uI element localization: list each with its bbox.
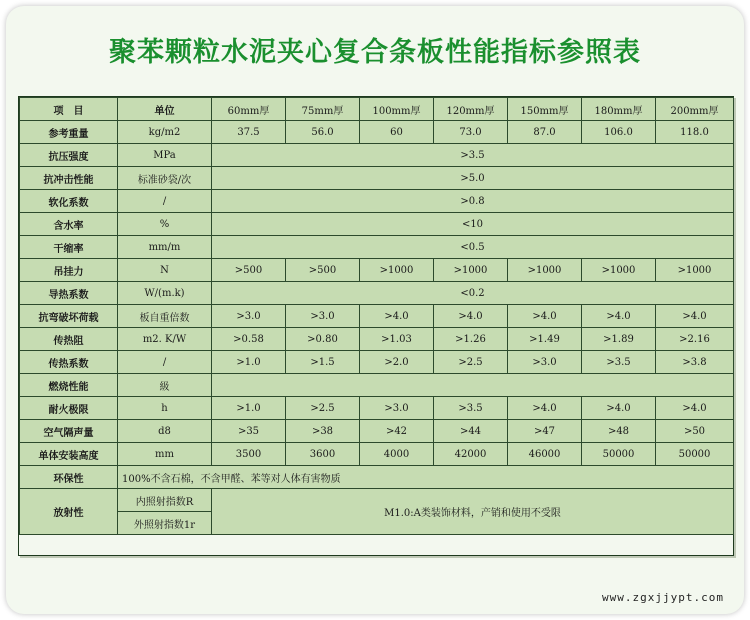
value-cell: >500: [212, 259, 286, 282]
row-unit: d8: [118, 420, 212, 443]
row-unit: m2. K/W: [118, 328, 212, 351]
page-title: 聚苯颗粒水泥夹心复合条板性能指标参照表: [109, 37, 641, 68]
value-cell: >2.5: [286, 397, 360, 420]
span-value-cell: <0.2: [212, 282, 734, 305]
span-value-cell: >0.8: [212, 190, 734, 213]
value-cell: 60: [360, 121, 434, 144]
value-cell: 56.0: [286, 121, 360, 144]
value-cell: >3.0: [286, 305, 360, 328]
table-row-radiation: [20, 489, 734, 512]
table-row-environment: [20, 466, 734, 489]
row-unit: 板自重倍数: [118, 305, 212, 328]
site-watermark: www.zgxjjypt.com: [602, 591, 724, 604]
value-cell: >500: [286, 259, 360, 282]
value-cell: >3.0: [508, 351, 582, 374]
value-cell: >4.0: [582, 305, 656, 328]
value-cell: >38: [286, 420, 360, 443]
row-unit: 标准砂袋/次: [118, 167, 212, 190]
header-cell: 150mm厚: [508, 98, 582, 121]
row-unit: /: [118, 351, 212, 374]
value-cell: >0.80: [286, 328, 360, 351]
value-cell: >1.26: [434, 328, 508, 351]
value-cell: >1000: [656, 259, 734, 282]
row-item-label: 干缩率: [20, 236, 118, 259]
value-cell: >4.0: [508, 397, 582, 420]
value-cell: >2.0: [360, 351, 434, 374]
value-cell: 46000: [508, 443, 582, 466]
row-item-label: 抗冲击性能: [20, 167, 118, 190]
row-item-label: 单体安装高度: [20, 443, 118, 466]
row-unit: %: [118, 213, 212, 236]
table-header-row: [20, 98, 734, 121]
table-row: [20, 305, 734, 328]
value-cell: 4000: [360, 443, 434, 466]
row-unit: N: [118, 259, 212, 282]
value-cell: >4.0: [582, 397, 656, 420]
table-row: [20, 328, 734, 351]
value-cell: >4.0: [656, 305, 734, 328]
value-cell: >4.0: [656, 397, 734, 420]
value-cell: >3.0: [360, 397, 434, 420]
header-cell: 120mm厚: [434, 98, 508, 121]
table-row: [20, 282, 734, 305]
value-cell: 73.0: [434, 121, 508, 144]
radiation-sub-label: 内照射指数R: [118, 489, 212, 512]
value-cell: >3.8: [656, 351, 734, 374]
table-row: [20, 443, 734, 466]
row-item-label: 导热系数: [20, 282, 118, 305]
header-cell: 200mm厚: [656, 98, 734, 121]
value-cell: >1.0: [212, 351, 286, 374]
value-cell: >42: [360, 420, 434, 443]
row-unit: mm: [118, 443, 212, 466]
value-cell: >1000: [508, 259, 582, 282]
value-cell: >3.0: [212, 305, 286, 328]
value-cell: >1000: [434, 259, 508, 282]
value-cell: >1.49: [508, 328, 582, 351]
value-cell: >3.5: [434, 397, 508, 420]
span-value-cell: >5.0: [212, 167, 734, 190]
table-row: [20, 190, 734, 213]
value-cell: 3500: [212, 443, 286, 466]
span-value-cell: [212, 374, 734, 397]
value-cell: >0.58: [212, 328, 286, 351]
header-cell: 项 目: [20, 98, 118, 121]
value-cell: >1000: [582, 259, 656, 282]
value-cell: 42000: [434, 443, 508, 466]
table-row: [20, 259, 734, 282]
value-cell: >4.0: [508, 305, 582, 328]
header-cell: 100mm厚: [360, 98, 434, 121]
value-cell: >3.5: [582, 351, 656, 374]
span-value-cell: <0.5: [212, 236, 734, 259]
spec-table-container: [18, 96, 734, 556]
row-item-label: 参考重量: [20, 121, 118, 144]
row-unit: W/(m.k): [118, 282, 212, 305]
table-row: [20, 374, 734, 397]
table-row: [20, 236, 734, 259]
value-cell: 118.0: [656, 121, 734, 144]
value-cell: >1.89: [582, 328, 656, 351]
table-row: [20, 351, 734, 374]
header-cell: 75mm厚: [286, 98, 360, 121]
table-row: [20, 397, 734, 420]
value-cell: >47: [508, 420, 582, 443]
row-unit: h: [118, 397, 212, 420]
row-item-label: 环保性: [20, 466, 118, 489]
row-item-label: 抗弯破坏荷载: [20, 305, 118, 328]
value-cell: >1000: [360, 259, 434, 282]
span-value-cell: >3.5: [212, 144, 734, 167]
value-cell: 3600: [286, 443, 360, 466]
row-item-label: 空气隔声量: [20, 420, 118, 443]
table-row: [20, 144, 734, 167]
value-cell: >50: [656, 420, 734, 443]
value-cell: >44: [434, 420, 508, 443]
header-cell: 60mm厚: [212, 98, 286, 121]
header-cell: 单位: [118, 98, 212, 121]
value-cell: >2.16: [656, 328, 734, 351]
value-cell: >1.5: [286, 351, 360, 374]
row-unit: /: [118, 190, 212, 213]
value-cell: 106.0: [582, 121, 656, 144]
env-text: 100%不含石棉，不含甲醛、苯等对人体有害物质: [118, 466, 734, 489]
row-unit: 級: [118, 374, 212, 397]
table-row: [20, 213, 734, 236]
value-cell: >35: [212, 420, 286, 443]
value-cell: >2.5: [434, 351, 508, 374]
radiation-text: M1.0:A类装饰材料，产销和使用不受限: [212, 489, 734, 535]
row-item-label: 抗压强度: [20, 144, 118, 167]
value-cell: >1.03: [360, 328, 434, 351]
row-item-label: 传热系数: [20, 351, 118, 374]
row-item-label: 软化系数: [20, 190, 118, 213]
value-cell: 37.5: [212, 121, 286, 144]
row-item-label: 放射性: [20, 489, 118, 535]
spec-table: [19, 97, 734, 535]
table-row: [20, 167, 734, 190]
span-value-cell: <10: [212, 213, 734, 236]
value-cell: 50000: [582, 443, 656, 466]
row-item-label: 耐火极限: [20, 397, 118, 420]
value-cell: 50000: [656, 443, 734, 466]
value-cell: >4.0: [434, 305, 508, 328]
table-row: [20, 420, 734, 443]
row-unit: kg/m2: [118, 121, 212, 144]
row-item-label: 含水率: [20, 213, 118, 236]
value-cell: >48: [582, 420, 656, 443]
value-cell: 87.0: [508, 121, 582, 144]
value-cell: >1.0: [212, 397, 286, 420]
table-row: [20, 121, 734, 144]
value-cell: >4.0: [360, 305, 434, 328]
row-item-label: 吊挂力: [20, 259, 118, 282]
row-item-label: 燃烧性能: [20, 374, 118, 397]
row-unit: MPa: [118, 144, 212, 167]
radiation-sub-label: 外照射指数1r: [118, 512, 212, 535]
row-item-label: 传热阻: [20, 328, 118, 351]
header-cell: 180mm厚: [582, 98, 656, 121]
row-unit: mm/m: [118, 236, 212, 259]
